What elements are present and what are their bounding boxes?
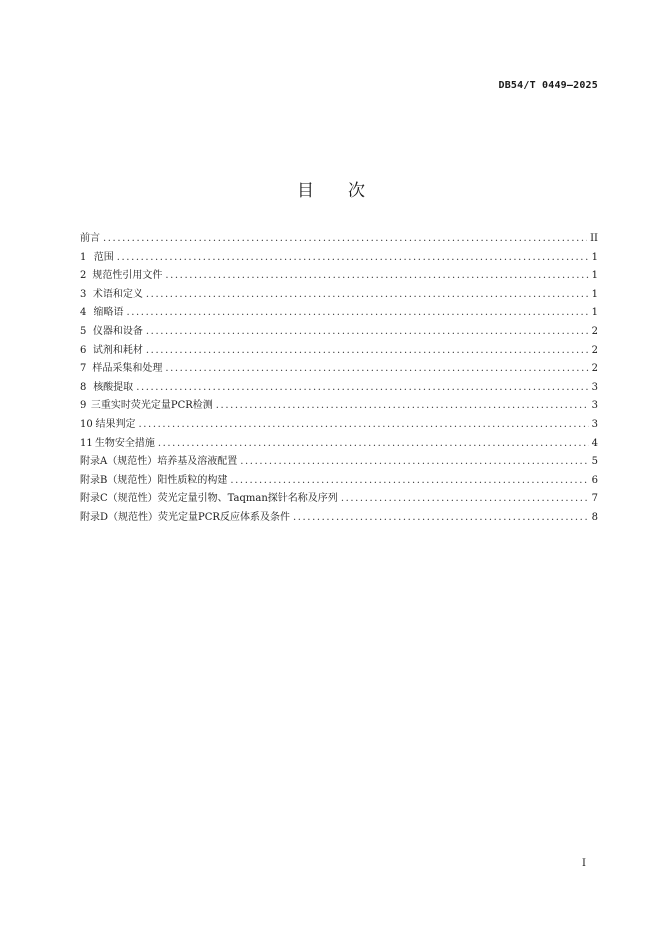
title-char-1: 目	[297, 181, 314, 201]
toc-leader-dots	[158, 435, 589, 454]
toc-entry-page: 2	[591, 344, 598, 356]
toc-entry-number: 4	[80, 307, 87, 319]
toc-leader-dots	[126, 304, 588, 323]
toc-entry-6[interactable]	[80, 342, 598, 361]
toc-entry-number: 2	[80, 270, 87, 282]
toc-leader-dots	[165, 360, 588, 379]
toc-entry-label: 缩略语	[93, 307, 124, 319]
toc-entry-label: 核酸提取	[93, 381, 134, 393]
toc-entry-1[interactable]	[80, 249, 598, 268]
title-char-2: 次	[348, 181, 365, 201]
toc-entry-page: 1	[591, 270, 598, 282]
toc-entry-number: 附录B（规范性）	[80, 474, 158, 486]
toc-entry-label: 仪器和设备	[92, 325, 143, 337]
toc-entry-11[interactable]	[80, 435, 598, 454]
toc-entry-label: 范围	[93, 251, 114, 263]
toc-entry-number: 附录D（规范性）	[80, 511, 159, 523]
toc-leader-dots	[146, 342, 589, 361]
toc-entry-annex-b[interactable]	[80, 472, 598, 491]
toc-entry-page: 3	[591, 418, 598, 430]
toc-leader-dots	[165, 267, 588, 286]
toc-entry-page: 5	[591, 456, 598, 468]
toc-entry-label: 前言	[80, 233, 100, 244]
toc-entry-4[interactable]	[80, 304, 598, 323]
toc-entry-page: 2	[591, 325, 598, 337]
toc-entry-10[interactable]	[80, 416, 598, 435]
toc-entry-number: 7	[80, 363, 87, 375]
toc-entry-3[interactable]	[80, 286, 598, 305]
toc-entry-number: 8	[80, 381, 87, 393]
toc-entry-number: 1	[80, 251, 87, 263]
toc-entry-page: 2	[591, 363, 598, 375]
toc-entry-2[interactable]	[80, 267, 598, 286]
toc-leader-dots	[139, 416, 589, 435]
toc-entry-label: 术语和定义	[92, 288, 143, 300]
toc-entry-8[interactable]	[80, 379, 598, 398]
toc-entry-page: 1	[591, 307, 598, 319]
toc-entry-annex-c[interactable]	[80, 490, 598, 509]
toc-entry-label: 生物安全措施	[94, 437, 155, 449]
toc-entry-number: 6	[80, 344, 87, 356]
page-title	[0, 176, 662, 201]
toc-entry-number: 3	[80, 288, 87, 300]
toc-leader-dots	[136, 379, 588, 398]
toc-entry-page: 1	[591, 288, 598, 300]
toc-entry-label: 荧光定量PCR反应体系及条件	[158, 511, 290, 523]
toc-entry-number: 10	[80, 418, 93, 430]
toc-entry-page: 8	[591, 511, 598, 523]
toc-entry-label: 样品采集和处理	[92, 363, 163, 375]
toc-leader-dots	[216, 397, 589, 416]
toc-entry-preface[interactable]	[80, 230, 598, 249]
toc-entry-label: 规范性引用文件	[92, 270, 163, 282]
toc-entry-number: 附录C（规范性）	[80, 493, 158, 505]
toc-leader-dots	[230, 472, 588, 491]
toc-entry-number: 附录A（规范性）	[80, 456, 158, 468]
toc-entry-number: 5	[80, 325, 87, 337]
toc-leader-dots	[293, 509, 589, 528]
toc-entry-page: 7	[591, 493, 598, 505]
toc-leader-dots	[240, 453, 588, 472]
toc-entry-page: 4	[591, 437, 598, 449]
toc-entry-label: 结果判定	[95, 418, 136, 430]
toc-entry-page: 3	[591, 400, 598, 412]
toc-entry-label: 试剂和耗材	[92, 344, 143, 356]
toc-entry-page: 6	[591, 474, 598, 486]
toc-entry-label: 荧光定量引物、Taqman探针名称及序列	[157, 493, 338, 505]
toc-leader-dots	[103, 230, 587, 249]
toc-entry-9[interactable]	[80, 397, 598, 416]
toc-leader-dots	[146, 286, 589, 305]
toc-entry-7[interactable]	[80, 360, 598, 379]
toc-leader-dots	[117, 249, 589, 268]
toc-leader-dots	[146, 323, 589, 342]
document-code: DB54/T 0449—2025	[498, 80, 598, 91]
toc-entry-number: 11	[80, 437, 93, 449]
table-of-contents	[80, 230, 598, 528]
toc-entry-page: II	[590, 233, 598, 244]
toc-leader-dots	[341, 490, 589, 509]
toc-entry-page: 3	[591, 381, 598, 393]
toc-entry-page: 1	[591, 251, 598, 263]
toc-entry-label: 阳性质粒的构建	[157, 474, 228, 486]
page-number: I	[582, 858, 586, 869]
toc-entry-label: 三重实时荧光定量PCR检测	[90, 400, 213, 412]
toc-entry-number: 9	[80, 400, 87, 412]
toc-entry-label: 培养基及溶液配置	[157, 456, 238, 468]
toc-entry-annex-d[interactable]	[80, 509, 598, 528]
toc-entry-5[interactable]	[80, 323, 598, 342]
toc-entry-annex-a[interactable]	[80, 453, 598, 472]
